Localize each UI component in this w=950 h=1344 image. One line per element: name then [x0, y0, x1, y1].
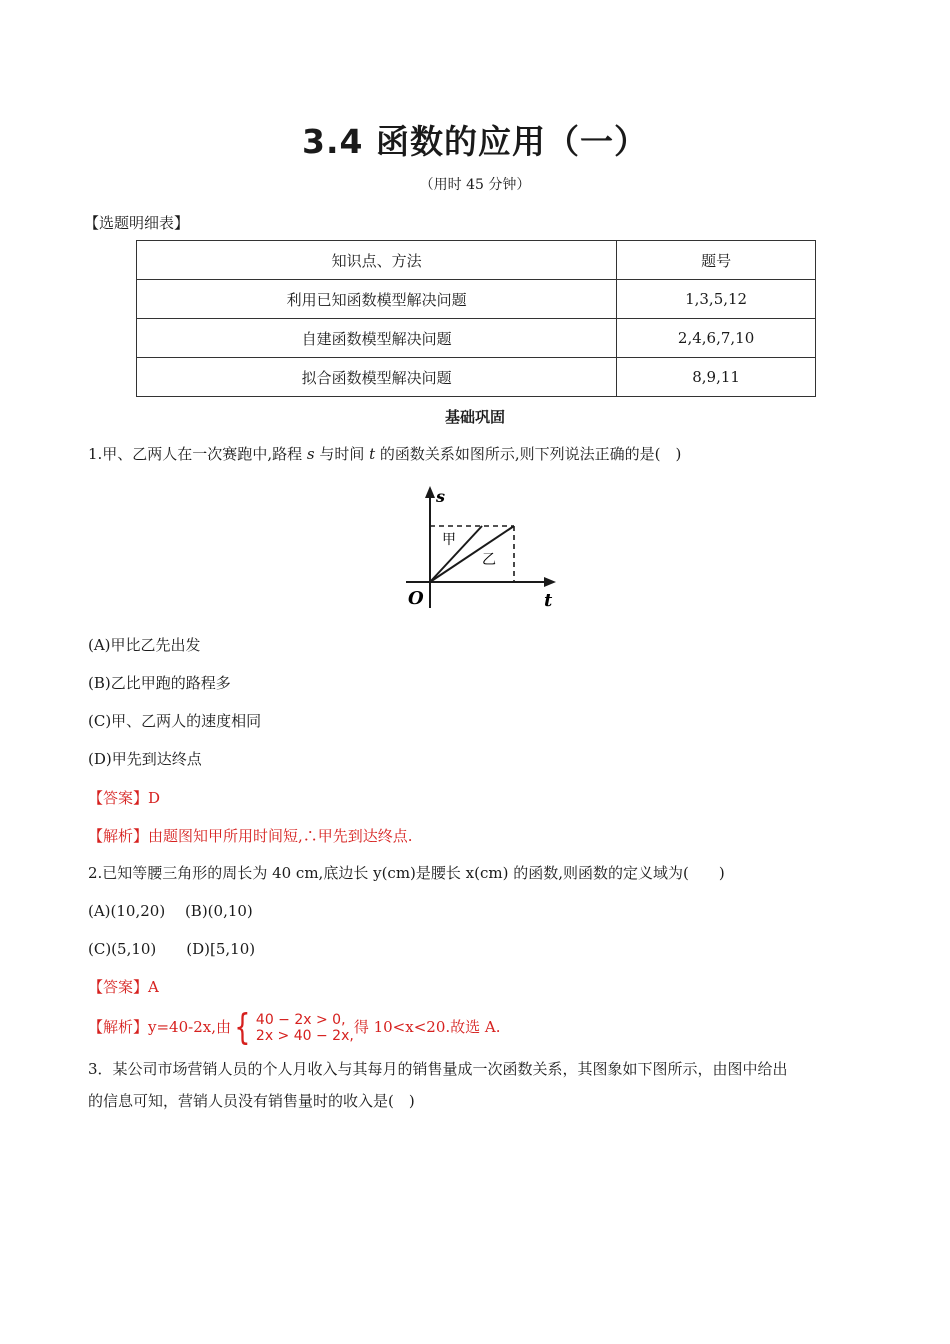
- inequality-system: [231, 1007, 354, 1048]
- y-axis-label: s: [436, 487, 446, 506]
- answer-label: 【答案】: [88, 789, 149, 807]
- analysis-text-post: 得 10<x<20.故选 A.: [353, 1018, 501, 1036]
- table-row: [137, 319, 816, 358]
- q1-stem-a: 1.甲、乙两人在一次赛跑中,路程: [88, 445, 307, 463]
- q1-option-c: (C)甲、乙两人的速度相同: [88, 712, 262, 730]
- table-header-topic: 知识点、方法: [137, 241, 617, 280]
- answer-label: 【答案】: [88, 978, 149, 996]
- topic-table: [136, 240, 816, 397]
- system-row-1: 40 − 2x > 0,: [255, 1012, 346, 1028]
- q1-var-t: t: [369, 445, 376, 463]
- q2-analysis: [88, 1007, 501, 1048]
- q2-options-row1: (A)(10,20) (B)(0,10): [88, 902, 253, 920]
- table-row: [137, 280, 816, 319]
- analysis-label: 【解析】: [88, 1018, 149, 1036]
- page-title: 3.4 函数的应用（一）: [302, 122, 648, 161]
- analysis-label: 【解析】: [88, 827, 149, 845]
- q1-answer: [88, 787, 160, 808]
- q1-analysis: [88, 825, 413, 846]
- line-jia: [430, 526, 482, 582]
- x-axis-label: t: [544, 590, 553, 611]
- answer-value: D: [148, 789, 161, 807]
- section-heading: 基础巩固: [444, 408, 505, 426]
- brace-icon: {: [234, 1007, 251, 1048]
- table-cell-topic: 利用已知函数模型解决问题: [137, 280, 617, 319]
- q1-stem: [88, 443, 681, 464]
- table-caption: 【选题明细表】: [84, 214, 190, 232]
- analysis-text: 由题图知甲所用时间短,∴甲先到达终点.: [148, 827, 413, 845]
- q1-stem-c: 的函数关系如图所示,则下列说法正确的是( ): [375, 445, 682, 463]
- q1-stem-b: 与时间: [314, 445, 370, 463]
- table-header-row: [137, 241, 816, 280]
- q2-answer: [88, 976, 159, 997]
- q1-option-b: (B)乙比甲跑的路程多: [88, 674, 231, 692]
- answer-value: A: [148, 978, 159, 996]
- q1-option-d: (D)甲先到达终点: [88, 750, 202, 768]
- q3-stem-line2: 的信息可知，营销人员没有销售量时的收入是( ): [88, 1092, 415, 1110]
- q1-option-a: (A)甲比乙先出发: [88, 636, 201, 654]
- table-cell-topic: 自建函数模型解决问题: [137, 319, 617, 358]
- table-row: [137, 358, 816, 397]
- system-row-2: 2x > 40 − 2x,: [255, 1028, 354, 1044]
- table-cell-number: 1,3,5,12: [617, 280, 816, 319]
- x-axis-arrow-icon: [544, 577, 556, 587]
- analysis-text-pre: y=40-2x,由: [148, 1018, 231, 1036]
- q2-stem: 2.已知等腰三角形的周长为 40 cm,底边长 y(cm)是腰长 x(cm) 的函数,则函数的定义域为( ): [88, 864, 725, 882]
- table-cell-number: 2,4,6,7,10: [617, 319, 816, 358]
- y-axis-arrow-icon: [425, 486, 435, 498]
- q1-var-s: s: [306, 445, 315, 463]
- time-note: （用时 45 分钟）: [419, 177, 531, 193]
- line-jia-label: 甲: [442, 532, 456, 548]
- q2-options-row2: (C)(5,10) (D)[5,10): [88, 940, 256, 958]
- origin-label: O: [408, 588, 424, 609]
- q1-graph: [402, 482, 562, 616]
- table-cell-number: 8,9,11: [617, 358, 816, 397]
- q3-stem-line1: 3．某公司市场营销人员的个人月收入与其每月的销售量成一次函数关系，其图象如下图所示，由图中给出: [88, 1060, 788, 1078]
- table-cell-topic: 拟合函数模型解决问题: [137, 358, 617, 397]
- line-yi-label: 乙: [482, 552, 496, 568]
- table-header-number: 题号: [617, 241, 816, 280]
